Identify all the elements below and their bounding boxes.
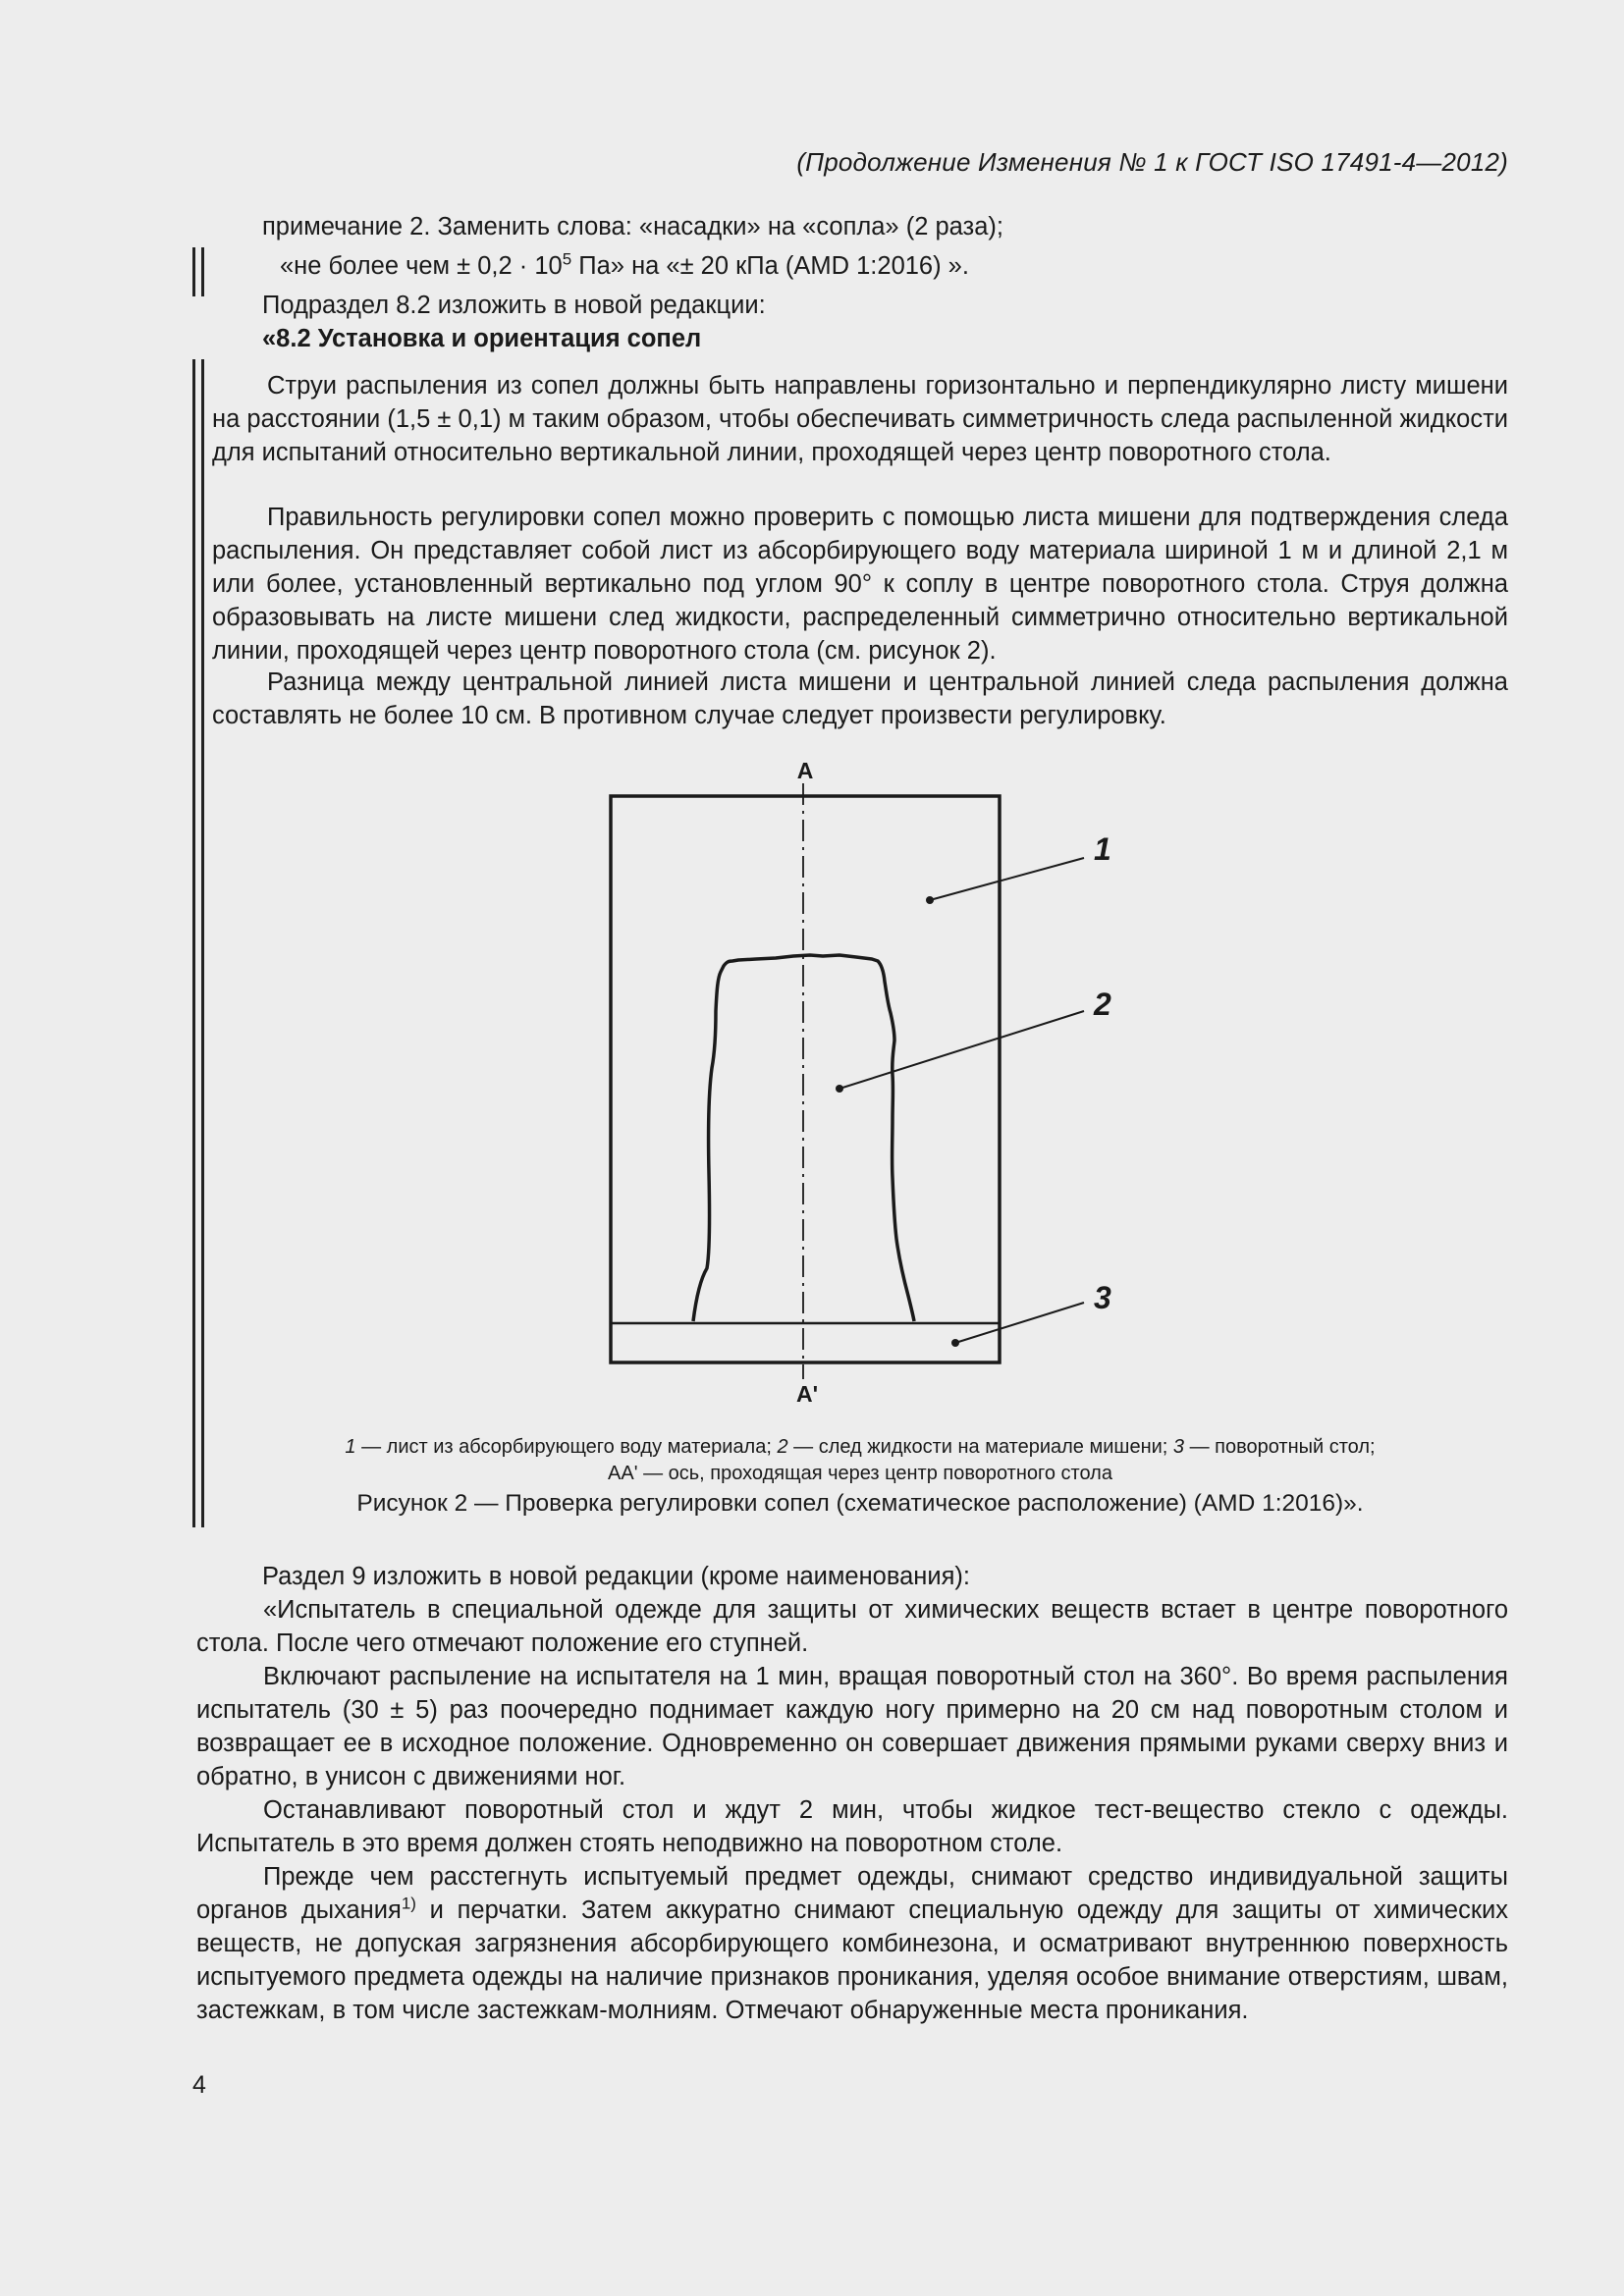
figure-legend-line-2: AA' — ось, проходящая через центр поворотного стола [608,1463,1112,1484]
intro-line-3: Подраздел 8.2 изложить в новой редакции: [262,292,766,319]
spray-trace-shape [693,957,732,1321]
target-sheet-outline [611,796,1000,1362]
paragraph-8-2-1: Струи распыления из сопел должны быть направлены горизонтально и перпендикулярно листу мишени на расстоянии (1,5 ± 0,1) м таким образом, чтобы обеспечивать симметричность следа распыленной жидкости для испытаний относительно вертикальной линии, проходящей через центр поворотного стола. [212,372,1508,466]
figure-caption: Рисунок 2 — Проверка регулировки сопел (схематическое расположение) (AMD 1:2016)». [356,1490,1364,1517]
section-9-intro: Раздел 9 изложить в новой редакции (кроме наименования): [262,1563,971,1590]
leader-3-dot [951,1339,959,1347]
callout-2: 2 [1094,987,1111,1022]
paragraph-9-3: Останавливают поворотный стол и ждут 2 мин, чтобы жидкое тест-вещество стекло с одежды. Испытатель в это время должен стоять неподвижно на поворотном столе. [196,1796,1508,1857]
callout-3: 3 [1094,1280,1111,1315]
paragraph-8-2-2: Правильность регулировки сопел можно проверить с помощью листа мишени для подтверждения следа распыления. Он представляет собой лист из абсорбирующего воду материала шириной 1 м и длиной 2,1 м или более, установленный вертикально под углом 90° к соплу в центре поворотного стола. Струя должна образовывать на листе мишени след жидкости, распределенный симметрично относительно вертикальной линии, проходящей через центр поворотного стола (см. рисунок 2). [212,504,1508,665]
leader-1-dot [926,896,934,904]
callout-1: 1 [1094,831,1111,867]
figure-legend-line-1: 1 — лист из абсорбирующего воду материала; 2 — след жидкости на материале мишени; 3 — поворотный стол; [345,1436,1376,1458]
leader-1 [930,858,1084,900]
paragraph-9-2: Включают распыление на испытателя на 1 мин, вращая поворотный стол на 360°. Во время распыления испытатель (30 ± 5) раз поочередно поднимает каждую ногу примерно на 20 см над поворотным столом и возвращает ее в исходное положение. Одновременно он совершает движения прямыми руками сверху вниз и обратно, в унисон с движениями ног. [196,1663,1508,1790]
axis-label-bottom: A' [795,1381,819,1407]
spray-trace-outline [693,960,733,1321]
page-number: 4 [192,2071,206,2099]
paragraph-9-4: Прежде чем расстегнуть испытуемый предмет одежды, снимают средство индивидуальной защиты органов дыхания$^{1)}$ и перчатки. Затем аккуратно снимают специальную одежду для защиты от химических веществ, не допуская загрязнения абсорбирующего комбинезона, и осматривают внутреннюю поверхность испытуемого предмета одежды на наличие признаков проникания, уделяя особое внимание отверстиям, швам, застежкам, в том числе застежкам-молниям. Отмечают обнаруженные места проникания. [196,1863,1508,2024]
paragraph-9-1: «Испытатель в специальной одежде для защиты от химических веществ встает в центре поворотного стола. После чего отмечают положение его ступней. [196,1596,1508,1657]
paragraph-8-2-3: Разница между центральной линией листа мишени и центральной линией следа распыления должна составлять не более 10 см. В противном случае следует произвести регулировку. [212,668,1508,729]
document-header: (Продолжение Изменения № 1 к ГОСТ ISO 17491-4—2012) [796,147,1508,177]
intro-line-2: «не более чем ± $0,2 \cdot 10^5$ Па» на «± 20 кПа (AMD 1:2016) ». [280,249,969,280]
intro-line-1: примечание 2. Заменить слова: «насадки» на «сопла» (2 раза); [262,213,1003,240]
section-heading-8-2: «8.2 Установка и ориентация сопел [262,325,702,352]
leader-2-dot [836,1085,843,1093]
leader-2 [839,1011,1084,1089]
axis-label-top: A [796,758,814,783]
